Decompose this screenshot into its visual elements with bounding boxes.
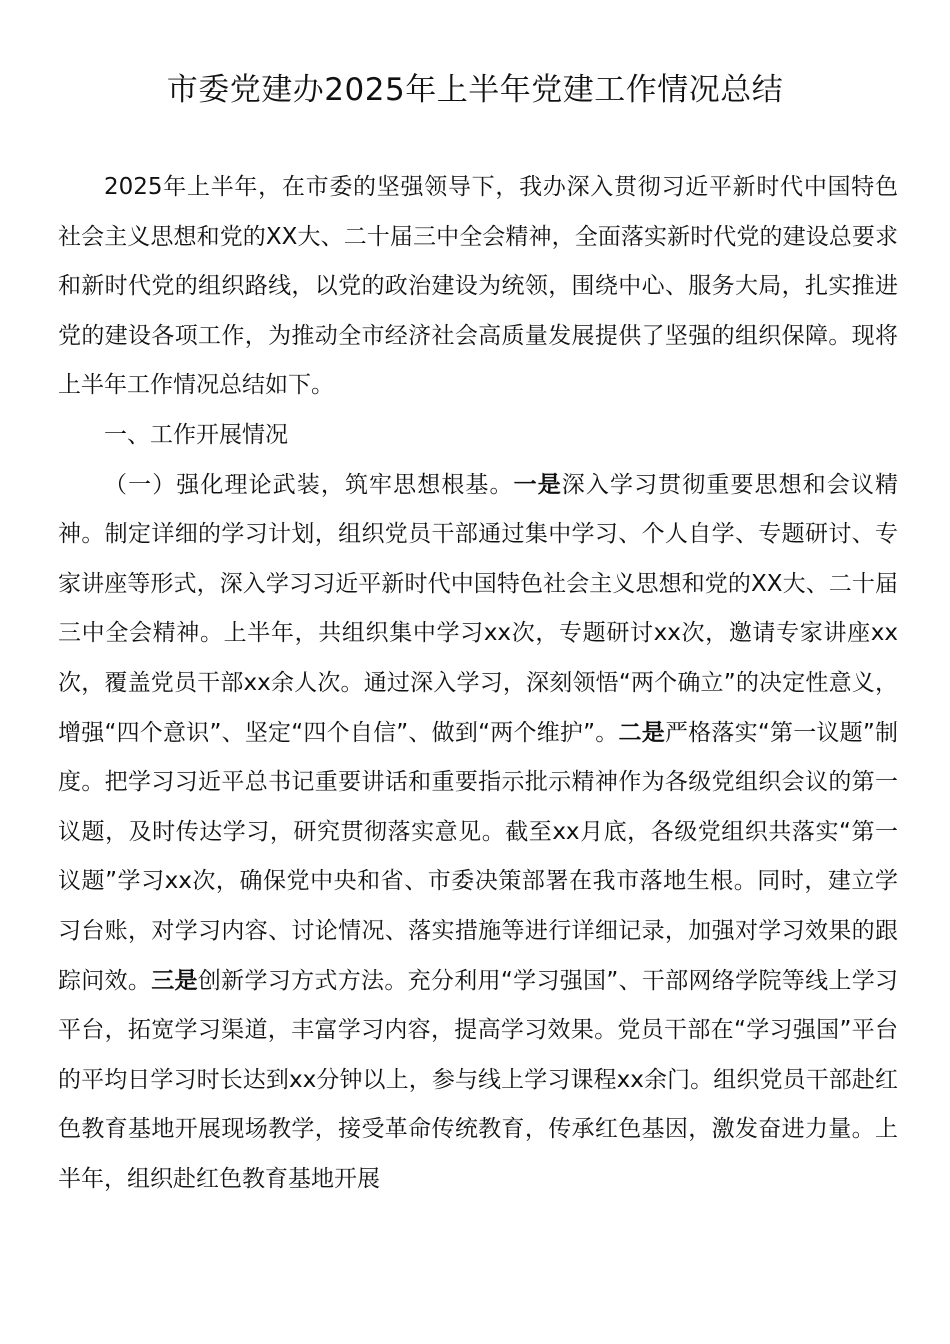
subsection-lead: （一）强化理论武装，筑牢思想根基。	[104, 471, 514, 498]
point-text-3: 创新学习方式方法。充分利用“学习强国”、干部网络学院等线上学习平台，拓宽学习渠道，丰富学习内容，提高学习效果。党员干部在“学习强国”平台的平均日学习时长达到xx分钟以上，参与线上学习课程xx余门。组织党员干部赴红色教育基地开展现场教学，接受革命传统教育，传承红色基因，激发奋进力量。上半年，组织赴红色教育基地开展	[58, 967, 899, 1192]
subsection-paragraph	[58, 461, 898, 1205]
point-text-2: 严格落实“第一议题”制度。把学习习近平总书记重要讲话和重要指示批示精神作为各级党组织会议的第一议题，及时传达学习，研究贯彻落实意见。截至xx月底，各级党组织共落实“第一议题”学习xx次，确保党中央和省、市委决策部署在我市落地生根。同时，建立学习台账，对学习内容、讨论情况、落实措施等进行详细记录，加强对学习效果的跟踪问效。	[58, 719, 899, 994]
intro-paragraph: 2025年上半年，在市委的坚强领导下，我办深入贯彻习近平新时代中国特色社会主义思想和党的XX大、二十届三中全会精神，全面落实新时代党的建设总要求和新时代党的组织路线，以党的政治建设为统领，围绕中心、服务大局，扎实推进党的建设各项工作，为推动全市经济社会高质量发展提供了坚强的组织保障。现将上半年工作情况总结如下。	[58, 174, 898, 399]
point-marker-2: 二是	[618, 719, 665, 746]
document-body	[58, 163, 898, 1204]
section-heading: 一、工作开展情况	[104, 421, 288, 448]
point-marker-3: 三是	[151, 967, 198, 994]
document-title: 市委党建办2025年上半年党建工作情况总结	[166, 72, 784, 108]
point-marker-1: 一是	[513, 471, 562, 498]
point-text-1: 深入学习贯彻重要思想和会议精神。制定详细的学习计划，组织党员干部通过集中学习、个人自学、专题研讨、专家讲座等形式，深入学习习近平新时代中国特色社会主义思想和党的XX大、二十届三中全会精神。上半年，共组织集中学习xx次，专题研讨xx次，邀请专家讲座xx次，覆盖党员干部xx余人次。通过深入学习，深刻领悟“两个确立”的决定性意义，增强“四个意识”、坚定“四个自信”、做到“两个维护”。	[58, 471, 898, 746]
